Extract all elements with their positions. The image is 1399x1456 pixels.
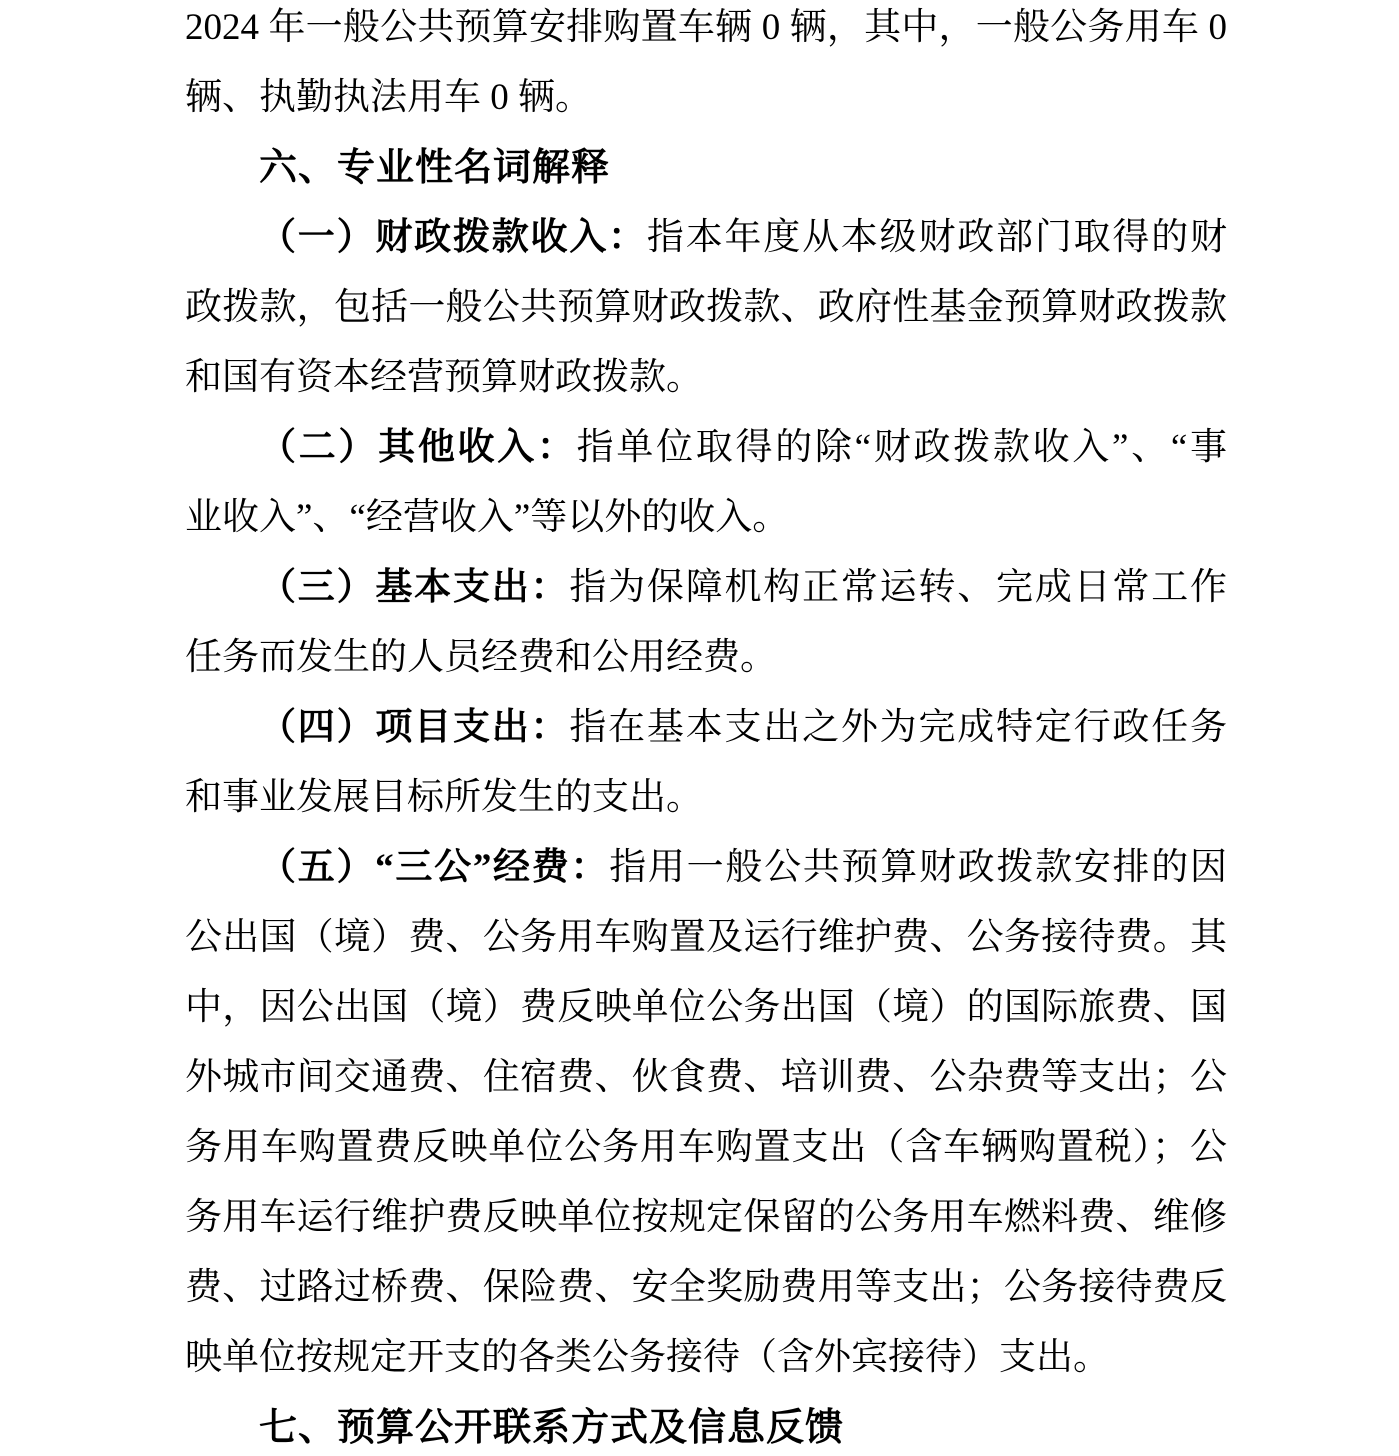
document-body xyxy=(185,0,1227,1456)
text-run: 公出国（境）费、公务用车购置及运行维护费、公务接待费。其 xyxy=(185,917,1227,958)
term-5-three-public-funds-line-3 xyxy=(185,973,1227,1043)
text-run: 业收入”、“经营收入”等以外的收入。 xyxy=(185,497,790,538)
text-run: 指单位取得的除“财政拨款收入”、“事 xyxy=(576,427,1227,468)
term-5-three-public-funds-line-5 xyxy=(185,1113,1227,1183)
term-1-fiscal-appropriation-income-line-2 xyxy=(185,273,1227,343)
bold-text-run: 六、专业性名词解释 xyxy=(259,147,611,189)
term-5-three-public-funds-line-1 xyxy=(185,833,1227,903)
para-vehicle-purchase-line-2 xyxy=(185,63,1227,133)
text-run: 和国有资本经营预算财政拨款。 xyxy=(185,357,703,398)
bold-text-run: 七、预算公开联系方式及信息反馈 xyxy=(259,1407,845,1449)
term-4-project-expenditure-line-2 xyxy=(185,763,1227,833)
term-5-three-public-funds-line-7 xyxy=(185,1253,1227,1323)
text-run: 指本年度从本级财政部门取得的财 xyxy=(646,217,1228,258)
text-run: 辆、执勤执法用车 0 辆。 xyxy=(185,77,592,118)
text-run: 指在基本支出之外为完成特定行政任务 xyxy=(569,707,1228,748)
term-2-other-income-line-2 xyxy=(185,483,1227,553)
term-5-three-public-funds-line-2 xyxy=(185,903,1227,973)
text-run: 2024 年一般公共预算安排购置车辆 0 辆，其中，一般公务用车 0 xyxy=(185,7,1227,48)
term-2-other-income-line-1 xyxy=(185,413,1227,483)
text-run: 映单位按规定开支的各类公务接待（含外宾接待）支出。 xyxy=(185,1337,1110,1378)
text-run: 中，因公出国（境）费反映单位公务出国（境）的国际旅费、国 xyxy=(185,987,1227,1028)
bold-text-run: （三）基本支出： xyxy=(259,567,570,608)
bold-text-run: （四）项目支出： xyxy=(259,707,570,748)
bold-text-run: （一）财政拨款收入： xyxy=(259,217,647,258)
term-1-fiscal-appropriation-income-line-3 xyxy=(185,343,1227,413)
text-run: 外城市间交通费、住宿费、伙食费、培训费、公杂费等支出；公 xyxy=(185,1057,1227,1098)
text-run: 任务而发生的人员经费和公用经费。 xyxy=(185,637,777,678)
section-heading-7 xyxy=(185,1393,1227,1456)
text-run: 指用一般公共预算财政拨款安排的因 xyxy=(609,847,1228,888)
term-4-project-expenditure-line-1 xyxy=(185,693,1227,763)
term-3-basic-expenditure-line-2 xyxy=(185,623,1227,693)
text-run: 务用车运行维护费反映单位按规定保留的公务用车燃料费、维修 xyxy=(185,1197,1227,1238)
term-1-fiscal-appropriation-income-line-1 xyxy=(185,203,1227,273)
term-5-three-public-funds-line-6 xyxy=(185,1183,1227,1253)
text-run: 指为保障机构正常运转、完成日常工作 xyxy=(569,567,1228,608)
text-run: 和事业发展目标所发生的支出。 xyxy=(185,777,703,818)
bold-text-run: （二）其他收入： xyxy=(259,427,577,468)
text-run: 务用车购置费反映单位公务用车购置支出（含车辆购置税）；公 xyxy=(185,1127,1227,1168)
bold-text-run: （五）“三公”经费： xyxy=(259,847,610,888)
para-vehicle-purchase-line-1 xyxy=(185,0,1227,63)
text-run: 费、过路过桥费、保险费、安全奖励费用等支出；公务接待费反 xyxy=(185,1267,1227,1308)
term-5-three-public-funds-line-8 xyxy=(185,1323,1227,1393)
section-heading-6 xyxy=(185,133,1227,203)
text-run: 政拨款，包括一般公共预算财政拨款、政府性基金预算财政拨款 xyxy=(185,287,1227,328)
term-5-three-public-funds-line-4 xyxy=(185,1043,1227,1113)
term-3-basic-expenditure-line-1 xyxy=(185,553,1227,623)
